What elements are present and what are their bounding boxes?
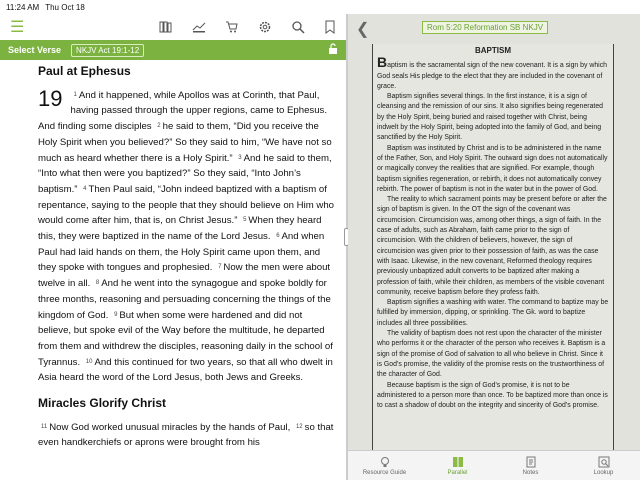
tab-label: Resource Guide: [362, 469, 407, 476]
verse-number[interactable]: 7: [218, 264, 222, 271]
menu-icon[interactable]: ☰: [10, 19, 25, 36]
verse-text[interactable]: When they heard this, they were baptized in the name of the Lord Jesus.: [38, 215, 322, 243]
verse-text[interactable]: he said to them, “Did you receive the Holy Spirit when you believed?”: [38, 121, 319, 148]
verse-text[interactable]: And he said to them, “Into what then were you baptized?” So they said, “Into John’s baptism.”: [38, 152, 332, 195]
verse-number[interactable]: 5: [243, 217, 247, 224]
verse-number[interactable]: 8: [95, 280, 100, 287]
status-bar: [0, 0, 640, 14]
paragraph-text: The validity of baptism does not rest upon the character of the minister who performs it or the character of the person who receives it. Baptism is a sign of the promise of God of salvation to all who believe in Christ. Since it is God’s promise, the validity of the promise rests on the trustworthiness of the character of God.: [377, 330, 606, 379]
verse-text[interactable]: Then Paul said, “John indeed baptized with a baptism of repentance, saying to the people that they should believe on Him who would come after him, that is, on Christ Jesus.”: [38, 183, 335, 227]
bookmark-icon[interactable]: [324, 20, 336, 34]
status-time: 11:24 AM: [6, 2, 40, 12]
parallel-header: [348, 14, 640, 44]
tab-notes[interactable]: [494, 451, 567, 480]
parallel-pane: [348, 14, 640, 480]
verse-text[interactable]: And when Paul had laid hands on them, the Holy Spirit came upon them, and they spoke with tongues and prophesied.: [38, 231, 325, 274]
library-icon[interactable]: [159, 20, 173, 34]
tab-parallel[interactable]: [421, 451, 494, 480]
verse-number[interactable]: 9: [114, 311, 118, 318]
verse-text[interactable]: so that even handkerchiefs or aprons were brought from his: [38, 421, 334, 449]
lightbulb-icon: [379, 456, 391, 468]
section-heading: Paul at Ephesus: [38, 64, 131, 78]
parallel-icon: [452, 456, 464, 468]
article-paragraph: [377, 381, 609, 412]
tab-label: Parallel: [447, 469, 468, 476]
scripture-text: [0, 60, 346, 451]
verse-text[interactable]: And it happened, while Apollos was at Corinth, that Paul, having passed through the upper regions, came to Ephesus. And finding some disciples: [38, 89, 328, 133]
verse-number[interactable]: 10: [85, 358, 93, 365]
article-title: BAPTISM: [475, 46, 511, 55]
reading-plan-icon[interactable]: [192, 20, 206, 34]
tab-resource-guide[interactable]: [348, 451, 421, 480]
verse-text[interactable]: So they said to him, “We have not so much as heard whether there is a Holy Spirit.”: [38, 136, 332, 164]
verse-text[interactable]: Now the men were about twelve in all.: [38, 262, 331, 290]
paragraph-text: Baptism was instituted by Christ and is to be administered in the name of the Father, Son, and Holy Spirit. The outward sign does not automatically or magically convey the realities that are signified. For example, though baptism signifies regeneration, or rebirth, it does not automatically convey rebirth. The power of baptism is not in the water but in the power of God.: [377, 144, 608, 193]
article-body: [377, 54, 609, 411]
bottom-tab-bar: [348, 450, 640, 480]
article-paragraph: [377, 329, 609, 380]
paragraph-text: Baptism signifies several things. In the first instance, it is a sign of cleansing and the remission of our sins. It also signifies being regenerated by the Holy Spirit, being buried and raised together with Christ, being indwelt by the Holy Spirit, being adopted into the family of God, and being sanctified by the Holy Spirit.: [377, 93, 603, 142]
verses-block: [38, 85, 336, 386]
verse-text[interactable]: But when some were hardened and did not believe, but spoke evil of the Way before the multitude, he departed from them and withdrew the disciples, reasoning daily in the school of Tyrannus.: [38, 309, 333, 368]
section-heading-2: Miracles Glorify Christ: [38, 396, 167, 411]
back-chevron-icon[interactable]: ❮: [356, 21, 370, 38]
select-verse-button[interactable]: Select Verse: [8, 45, 62, 55]
drop-cap: B: [377, 54, 388, 71]
tab-lookup[interactable]: [567, 451, 640, 480]
tab-label: Notes: [522, 469, 539, 476]
paragraph-text: The reality to which sacrament points may be present before or after the sign of baptism is given. In the OT the sign of the covenant was circumcision. Circumcision was, among other things, a sign of faith. In the case of adults, such as Abraham, faith came prior to the sign of circumcision. With the children of believers, however, the sign of circumcision was given prior to their possession of faith, as was the case with Isaac. Likewise, in the new covenant, Reformed theology requires previously unbaptized adult converts to be baptized after making a profession of faith, while their children, as members of the visible covenant community, receive baptism before they profess faith.: [377, 196, 607, 296]
verse-text[interactable]: And he went into the synagogue and spoke boldly for three months, reasoning and persuading concerning the things of the kingdom of God.: [38, 278, 331, 321]
paragraph-text: aptism is the sacramental sign of the new covenant. It is a sign by which God seals His pledge to the elect that they are included in the covenant of grace.: [377, 62, 607, 90]
verse-number[interactable]: 3: [238, 154, 242, 161]
article-paragraph: [377, 54, 609, 92]
verse-list-2: [38, 420, 336, 451]
unlock-icon[interactable]: [328, 43, 338, 57]
verse-number[interactable]: 1: [73, 91, 77, 98]
notes-icon: [525, 456, 537, 468]
verse-number[interactable]: 4: [83, 185, 87, 192]
article-paragraph: [377, 92, 609, 143]
paragraph-text: Baptism signifies a washing with water. The command to baptize may be fulfilled by immersion, dipping, or sprinkling. The Gk. word to baptize includes all three possibilities.: [377, 299, 609, 327]
verse-text[interactable]: Now God worked unusual miracles by the hands of Paul,: [49, 421, 293, 433]
toolbar-icons: [159, 20, 336, 34]
search-icon[interactable]: [291, 20, 305, 34]
paragraph-text: Because baptism is the sign of God’s promise, it is not to be administered to a person more than once. To be baptized more than once is to cast a shadow of doubt on the integrity and sincerity of God’s promise.: [377, 381, 608, 410]
resource-article: [372, 44, 614, 452]
verse-number[interactable]: 11: [41, 423, 48, 430]
top-toolbar: [0, 14, 346, 40]
bible-pane: [0, 14, 346, 480]
verse-text[interactable]: And this continued for two years, so that all who dwelt in Asia heard the word of the Lord Jesus, both Jews and Greeks.: [38, 356, 333, 384]
gear-icon[interactable]: [258, 20, 272, 34]
article-paragraph: [377, 195, 609, 298]
bible-reference-button[interactable]: NKJV Act 19:1-12: [71, 44, 144, 57]
status-date: Thu Oct 18: [45, 2, 85, 12]
lookup-icon: [598, 456, 610, 468]
tab-label: Lookup: [593, 469, 614, 476]
verse-number[interactable]: 2: [157, 123, 161, 130]
article-paragraph: [377, 144, 609, 195]
parallel-reference-button[interactable]: Rom 5:20 Reformation SB NKJV: [422, 21, 548, 34]
chapter-number: 19: [38, 85, 63, 111]
verse-number[interactable]: 12: [295, 423, 303, 430]
verse-number[interactable]: 6: [276, 233, 280, 240]
cart-icon[interactable]: [225, 20, 239, 34]
verse-selection-bar: [0, 40, 346, 60]
verse-list: [38, 85, 335, 384]
article-paragraph: [377, 298, 609, 329]
